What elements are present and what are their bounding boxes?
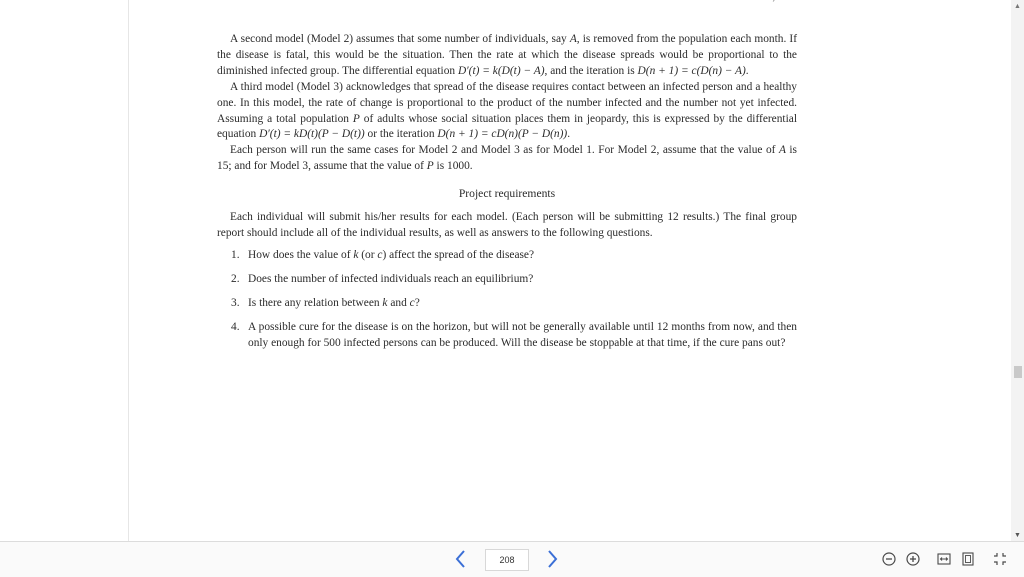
scroll-thumb[interactable] — [1014, 366, 1022, 378]
document-page — [129, 0, 1011, 541]
chevron-left-icon — [452, 547, 470, 571]
section-heading: Project requirements — [458, 187, 556, 201]
next-page-button[interactable] — [543, 547, 561, 571]
scroll-up-icon[interactable]: ▲ — [1014, 2, 1021, 10]
paragraph-cases: Each person will run the same cases for Model 2 and Model 3 as for Model 1. For Model 2, assume that the value of A is 15; and for Model 3, assume that the value of P is 1000. — [217, 144, 797, 173]
fit-page-icon — [961, 552, 975, 566]
left-gutter — [0, 0, 129, 541]
zoom-out-icon — [882, 552, 896, 566]
scroll-down-icon[interactable]: ▼ — [1014, 531, 1021, 539]
equation: D(n + 1) = c(D(n) − A) — [637, 64, 746, 77]
zoom-out-button[interactable] — [882, 552, 896, 566]
equation: D(n + 1) = cD(n)(P − D(n)) — [437, 128, 568, 141]
previous-page-button[interactable] — [452, 547, 470, 571]
paragraph-model-3: A third model (Model 3) acknowledges that spread of the disease requires contact between an infected person and a healthy one. In this model, the rate of change is proportional to the product of the number infected and the number not yet infected. Assuming a total population P of adults whose social situation places them in jeopardy, this is expressed by the differential equation D′(t) = kD(t)(P − D(t)) or the iteration D(n + 1) = cD(n)(P − D(n)). — [217, 80, 797, 141]
fit-width-button[interactable] — [937, 552, 951, 566]
question-item: 3. Is there any relation between k and c? — [231, 296, 420, 309]
fit-width-icon — [937, 552, 951, 566]
fullscreen-icon — [993, 552, 1007, 566]
chevron-right-icon — [543, 547, 561, 571]
question-item: 4. A possible cure for the disease is on the horizon, but will not be generally available until 12 months from now, and then only enough for 500 infected persons can be produced. Will the disease be stoppable at that time, if the cure pans out? — [231, 320, 797, 349]
page-content — [217, 32, 797, 359]
fullscreen-button[interactable] — [993, 552, 1007, 566]
paragraph-requirements: Each individual will submit his/her results for each model. (Each person will be submitting 12 results.) The final group report should include all of the individual results, as well as answers to the following questions. — [217, 211, 797, 239]
equation: D′(t) = kD(t)(P − D(t)) — [259, 128, 365, 141]
zoom-in-icon — [906, 552, 920, 566]
page-number-input[interactable]: 208 — [485, 549, 529, 571]
equation: D′(t) = k(D(t) − A) — [457, 64, 545, 77]
zoom-in-button[interactable] — [906, 552, 920, 566]
bottom-toolbar — [0, 541, 1024, 577]
question-item: 2. Does the number of infected individuals reach an equilibrium? — [231, 272, 534, 285]
question-list — [217, 248, 797, 352]
paragraph-model-2: A second model (Model 2) assumes that some number of individuals, say A, is removed from the population each month. If the disease is fatal, this would be the situation. Then the rate at which the disease spreads would be proportional to the diminished infected group. The differential equation D′(t) = k(D(t) − A), and the iteration is D(n + 1) = c(D(n) − A). — [217, 33, 797, 77]
page-top-mark: ʼ — [772, 0, 776, 9]
question-item: 1. How does the value of k (or c) affect the spread of the disease? — [231, 248, 535, 261]
fit-page-button[interactable] — [961, 552, 975, 566]
vertical-scrollbar[interactable] — [1011, 0, 1024, 541]
